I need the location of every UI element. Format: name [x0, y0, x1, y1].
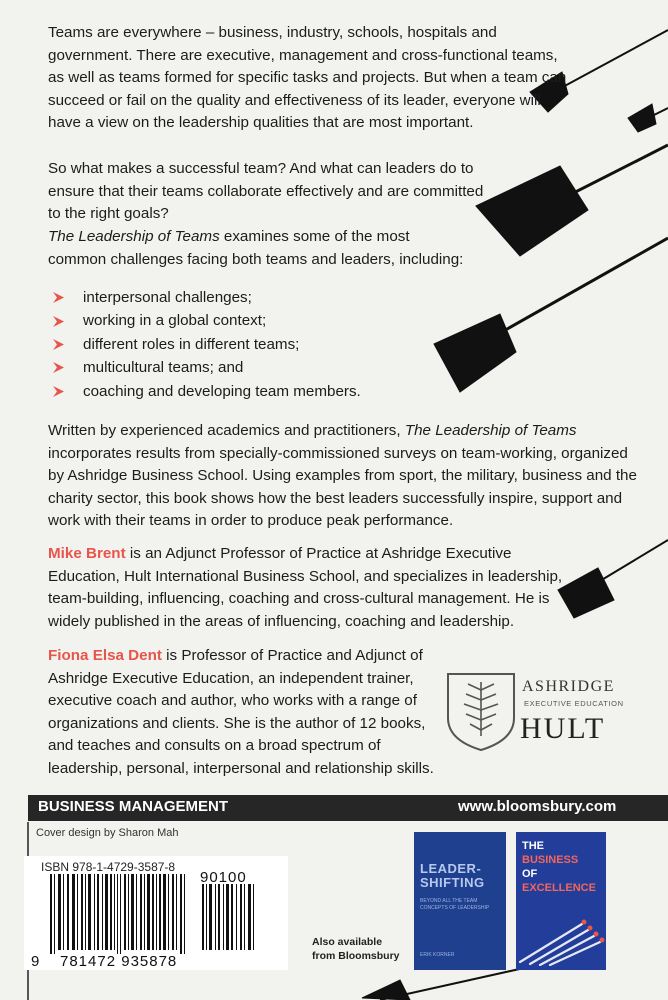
list-item: working in a global context;	[52, 309, 361, 332]
cover-credit: Cover design by Sharon Mah	[36, 827, 179, 839]
author-name: Mike Brent	[48, 545, 126, 562]
ashridge-wordmark: ASHRIDGE	[522, 678, 615, 695]
chevron-right-icon	[52, 385, 65, 398]
hult-wordmark: HULT	[520, 712, 606, 745]
challenges-intro	[48, 226, 468, 271]
book-cover-leadershifting[interactable]	[414, 832, 506, 970]
list-item: coaching and developing team members.	[52, 380, 361, 403]
website-link[interactable]: www.bloomsbury.com	[458, 798, 617, 815]
category-bar	[28, 795, 668, 821]
list-item: interpersonal challenges;	[52, 286, 361, 309]
book-title: LEADER- SHIFTING	[420, 861, 485, 890]
author-name: Fiona Elsa Dent	[48, 647, 162, 664]
category-label: BUSINESS MANAGEMENT	[38, 798, 229, 815]
chevron-right-icon	[52, 291, 65, 304]
book-subtitle: BEYOND ALL THE TEAM CONCEPTS OF LEADERSHIP	[420, 898, 490, 911]
chevron-right-icon	[52, 338, 65, 351]
arrow-4	[434, 314, 516, 392]
executive-education-label: EXECUTIVE EDUCATION	[524, 699, 624, 708]
book-title: The Leadership of Teams	[404, 422, 577, 439]
book-title: The Leadership of Teams	[48, 228, 220, 245]
author-bio-fiona: Fiona Elsa Dent is Professor of Practice and Adjunct of Ashridge Executive Education, an independent trainer, executive coach and author, who works with a range of organizations and clients. She is the author of 12 books, and teaches and consults on a broad spectrum of leadership, personal, interpersonal and relationship skills.	[48, 647, 434, 777]
author-bio-mike: Mike Brent is an Adjunct Professor of Practice at Ashridge Executive Education, Hult International Business School, and specializes in leadership, team-building, influencing, coaching and cross-cultural management. He is widely published in the areas of influencing, coaching and leadership.	[48, 545, 563, 630]
barcode	[40, 874, 290, 954]
also-available-label: Also available from Bloomsbury	[312, 936, 400, 962]
book-cover-business-of-excellence[interactable]: THE BUSINESS OF EXCELLENCE	[516, 832, 606, 970]
challenges-text: examines some of the most common challenges facing both teams and leaders, including:	[48, 228, 464, 268]
jet-trails-icon	[516, 902, 606, 966]
chevron-right-icon	[52, 361, 65, 374]
book-author: ERIK KORNER	[420, 952, 455, 958]
list-item: different roles in different teams;	[52, 333, 361, 356]
price-code: 90100	[200, 869, 247, 886]
challenges-list	[52, 286, 361, 403]
list-item: multicultural teams; and	[52, 356, 361, 379]
isbn: ISBN 978-1-4729-3587-8	[41, 860, 176, 874]
intro-paragraph: Teams are everywhere – business, industry, schools, hospitals and government. There are executive, management and cross-functional teams, as well as teams formed for specific tasks and projects. But when a team can succeed or fail on the quality and effectiveness of its leader, everyone will have a view on the leadership qualities that are most important.	[48, 24, 567, 132]
written-paragraph: Written by experienced academics and practitioners, The Leadership of Teams incorporates results from specially-commissioned surveys on team-working, organized by Ashridge Business School. Using examples from sport, the military, business and the charity sector, this book shows how the best leaders successfully inspire, support and work with their teams in order to produce peak performance.	[48, 422, 637, 530]
chevron-right-icon	[52, 315, 65, 328]
barcode-digits: 781472 935878	[60, 953, 178, 970]
question-paragraph: So what makes a successful team? And what can leaders do to ensure that their teams collaborate effectively and are committed to the right goals?	[48, 160, 484, 223]
arrow-2	[628, 104, 656, 132]
barcode-prefix: 9	[31, 953, 40, 970]
